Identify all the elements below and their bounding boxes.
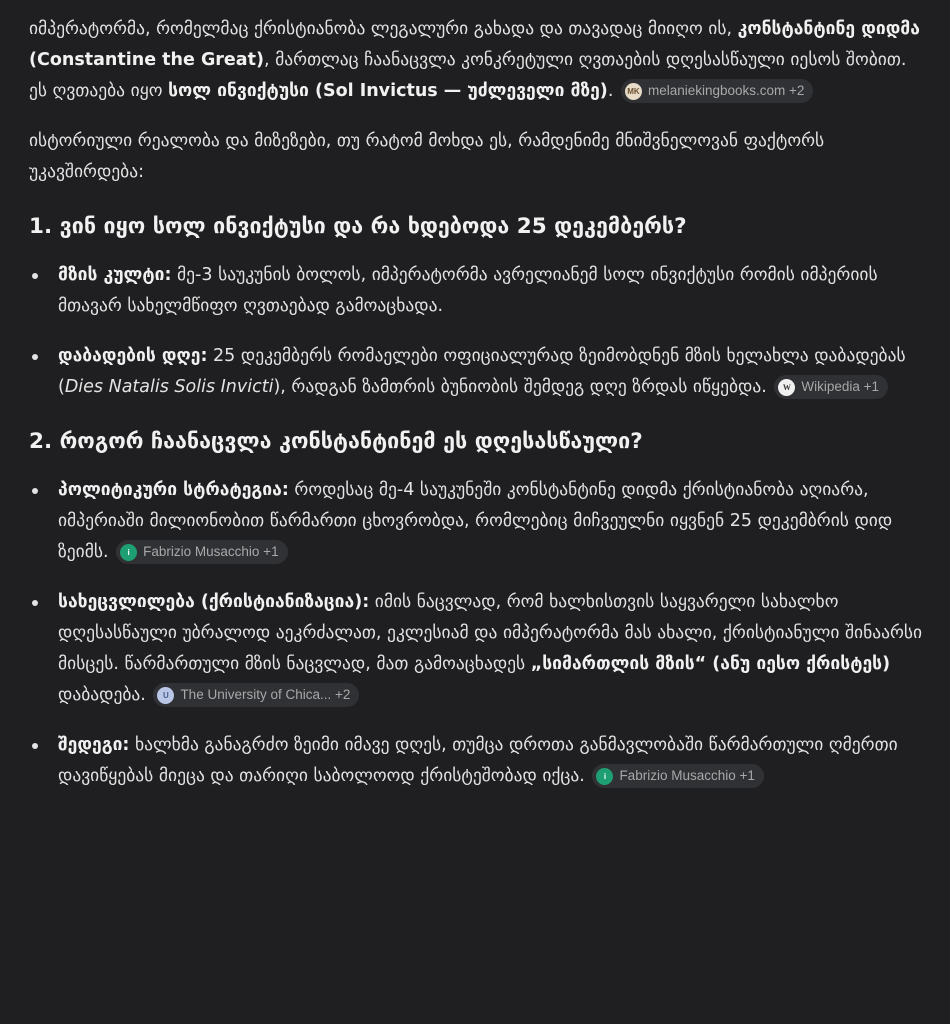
list-item-label: მზის კულტი: [58,265,172,285]
list-item [29,587,924,711]
list-item-bold: „სიმართლის მზის“ [530,654,707,674]
bullet-icon [32,600,38,606]
list-item-text: ), რადგან ზამთრის ბუნიობის შემდეგ დღე ზრდას იწყებდა. [273,377,767,397]
source-chip-wikipedia[interactable] [774,375,888,399]
list-item-text: ხალხმა განაგრძო ზეიმი იმავე დღეს, თუმცა დროთა განმავლობაში წარმართული ღმერთი დავიწყებას მიეცა და თარიღი საბოლოოდ ქრისტეშობად იქცა. [58,735,898,786]
intro-bold-sol: სოლ ინვიქტუსი [168,81,309,101]
list-item [29,260,924,322]
bullet-icon [32,273,38,279]
section-2-list [29,475,924,792]
section-heading-1: 1. ვინ იყო სოლ ინვიქტუსი და რა ხდებოდა 25 დეკემბერს? [29,214,687,239]
source-chip-label: Fabrizio Musacchio +1 [143,544,279,559]
fabrizio-musacchio-icon: i [596,768,613,785]
intro-paragraph-1 [29,14,924,107]
list-item-text: დაბადება. [58,685,146,705]
source-chip-label: Wikipedia +1 [801,379,880,394]
intro-text: , მართლაც ჩაანაცვლა კონკრეტული ღვთაების დღესასწაული იესოს შობით. ეს ღვთაება იყო [29,50,907,101]
intro-paragraph-2: ისტორიული რეალობა და მიზეზები, თუ რატომ მოხდა ეს, რამდენიმე მნიშვნელოვან ფაქტორს უკავშირდება: [29,131,825,182]
university-of-chicago-icon: U [157,687,174,704]
section-1-list [29,260,924,403]
list-item-label: სახეცვლილება (ქრისტიანიზაცია): [58,592,370,612]
list-item-text: 25 დეკემბერს რომაელები ოფიციალურად ზეიმობდნენ მზის ხელახლა დაბადებას ( [58,346,906,397]
bullet-icon [32,354,38,360]
source-chip-melaniekingbooks[interactable] [621,79,813,103]
section-heading-2: 2. როგორ ჩაანაცვლა კონსტანტინემ ეს დღესასწაული? [29,429,643,454]
source-chip-fabrizio-musacchio[interactable] [592,764,763,788]
melaniekingbooks-icon: MK [625,83,642,100]
source-chip-label: Fabrizio Musacchio +1 [619,768,755,783]
list-item-label: დაბადების დღე: [58,346,208,366]
intro-bold-constantine: კონსტანტინე დიდმა [737,19,920,39]
source-chip-label: The University of Chica... +2 [180,687,351,702]
intro-bold-constantine-en: (Constantine the Great) [29,50,264,70]
list-item-bold: (ანუ იესო ქრისტეს) [706,654,891,674]
source-chip-fabrizio-musacchio[interactable] [116,540,287,564]
intro-text: . [607,81,614,101]
list-item-text: როდესაც მე-4 საუკუნეში კონსტანტინე დიდმა ქრისტიანობა აღიარა, იმპერიაში მილიონობით წარმართი ცხოვრობდა, რომლებიც მიჩვეულნი იყვნენ 25 დეკემბრის დიდ ზეიმს. [58,480,893,562]
fabrizio-musacchio-icon: i [120,544,137,561]
list-item-italic: Dies Natalis Solis Invicti [64,377,274,397]
bullet-icon [32,488,38,494]
wikipedia-icon: W [778,379,795,396]
list-item-text: იმის ნაცვლად, რომ ხალხისთვის საყვარელი სახალხო დღესასწაული უბრალოდ აეკრძალათ, ეკლესიამ და იმპერატორმა მას ახალი, ქრისტიანული შინაარსი მისცეს. წარმართული მზის ნაცვლად, მათ გამოაცხადეს [58,592,923,674]
list-item-label: პოლიტიკური სტრატეგია: [58,480,289,500]
source-chip-label: melaniekingbooks.com +2 [647,83,805,98]
intro-text: იმპერატორმა, რომელმაც ქრისტიანობა ლეგალური გახადა და თავადაც მიიღო ის, [29,19,738,39]
intro-bold-sol-en: (Sol Invictus — უძლეველი მზე) [308,81,608,101]
bullet-icon [32,743,38,749]
list-item [29,475,924,568]
source-chip-university-of-chicago[interactable] [153,683,359,707]
list-item-text: მე-3 საუკუნის ბოლოს, იმპერატორმა ავრელიანემ სოლ ინვიქტუსი რომის იმპერიის მთავარ სახელმწიფო ღვთაებად გამოაცხადა. [58,265,878,316]
list-item [29,341,924,403]
list-item-label: შედეგი: [58,735,130,755]
list-item [29,730,924,792]
